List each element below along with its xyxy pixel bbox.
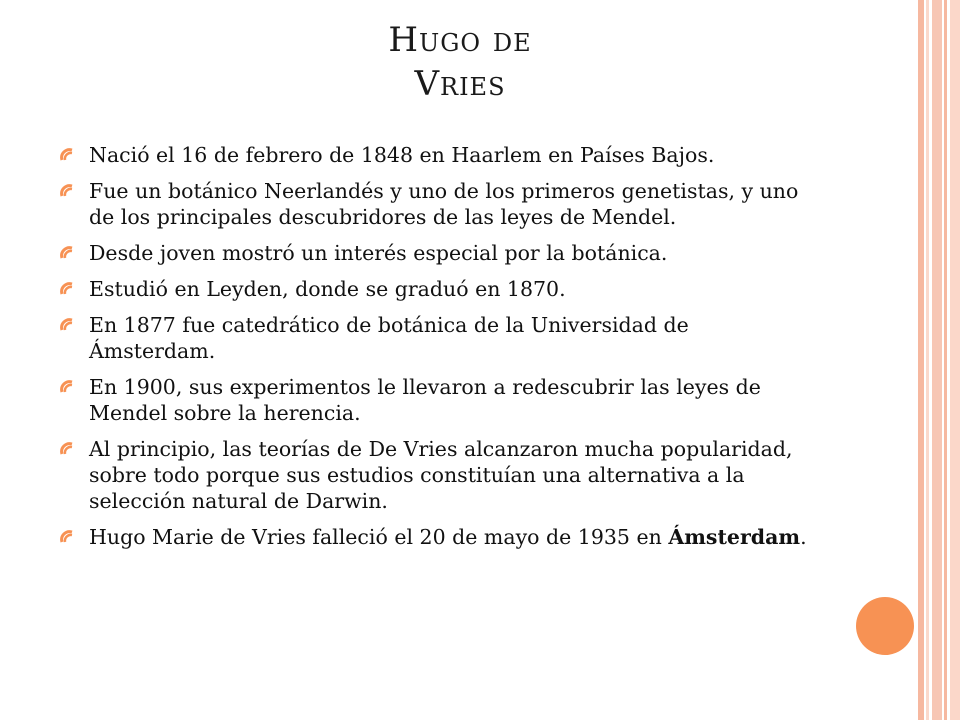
- decorative-stripe: [918, 0, 924, 720]
- decorative-circle: [856, 597, 914, 655]
- decorative-stripe: [932, 0, 942, 720]
- arc-bullet-icon: [60, 380, 74, 394]
- bullet-text: Estudió en Leyden, donde se graduó en 1870.: [89, 277, 566, 301]
- bullet-item: [60, 240, 810, 266]
- arc-bullet-icon: [60, 530, 74, 544]
- slide-title: [220, 18, 700, 106]
- bullet-item: [60, 276, 810, 302]
- arc-bullet-icon: [60, 246, 74, 260]
- bullet-text: Fue un botánico Neerlandés y uno de los primeros genetistas, y uno de los principales descubridores de las leyes de Mendel.: [89, 179, 799, 229]
- bullet-item: [60, 374, 810, 426]
- arc-bullet-icon: [60, 148, 74, 162]
- arc-bullet-icon: [60, 184, 74, 198]
- bullet-item: [60, 312, 810, 364]
- slide-title-line-1: Hugo de: [388, 20, 532, 60]
- arc-bullet-icon: [60, 442, 74, 456]
- slide-title-line-2: Vries: [414, 64, 506, 104]
- bullet-text: Desde joven mostró un interés especial por la botánica.: [89, 241, 668, 265]
- bullet-item: [60, 178, 810, 230]
- bullet-text: Al principio, las teorías de De Vries alcanzaron mucha popularidad, sobre todo porque sus estudios constituían una alternativa a la selección natural de Darwin.: [89, 437, 793, 513]
- bullet-text-bold: Ámsterdam: [668, 525, 801, 549]
- bullet-text: En 1877 fue catedrático de botánica de la Universidad de Ámsterdam.: [89, 313, 689, 363]
- bullet-item: [60, 142, 810, 168]
- bullet-item: [60, 436, 810, 514]
- decorative-stripe: [950, 0, 960, 720]
- bullet-text: En 1900, sus experimentos le llevaron a redescubrir las leyes de Mendel sobre la herencia.: [89, 375, 761, 425]
- decorative-stripe: [926, 0, 929, 720]
- bullet-text: Hugo Marie de Vries falleció el 20 de mayo de 1935 en: [89, 525, 669, 549]
- bullet-item: [60, 524, 810, 550]
- arc-bullet-icon: [60, 318, 74, 332]
- bullet-list: [60, 142, 810, 560]
- bullet-text-end: .: [800, 525, 807, 549]
- bullet-text: Nació el 16 de febrero de 1848 en Haarlem en Países Bajos.: [89, 143, 715, 167]
- arc-bullet-icon: [60, 282, 74, 296]
- decorative-stripe: [944, 0, 947, 720]
